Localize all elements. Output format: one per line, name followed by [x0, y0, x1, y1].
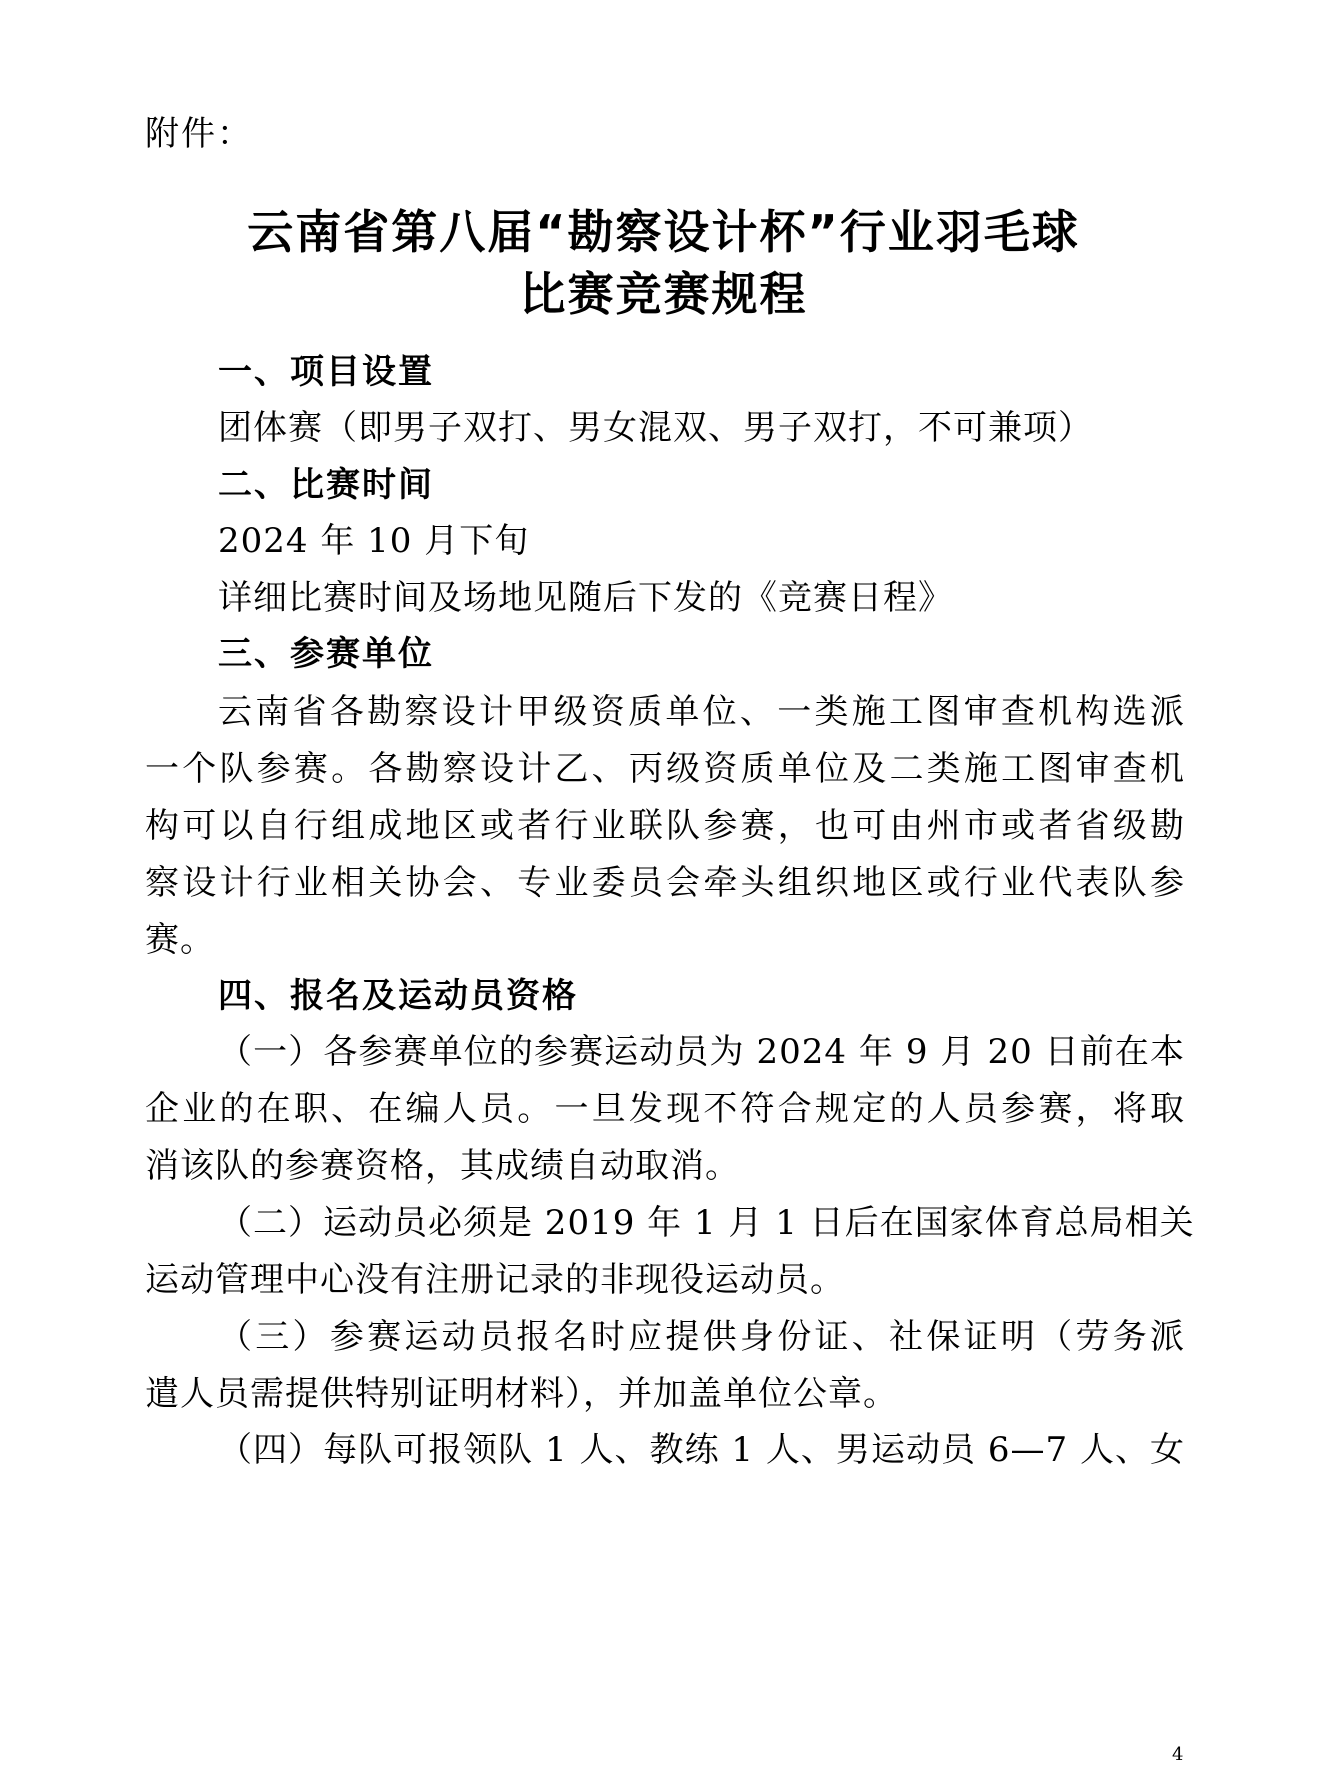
paragraph-line: （二）运动员必须是 2019 年 1 月 1 日后在国家体育总局相关: [218, 1203, 1195, 1243]
section-heading-participants: 三、参赛单位: [218, 634, 434, 674]
paragraph-line: 企业的在职、在编人员。一旦发现不符合规定的人员参赛，将取: [145, 1089, 1185, 1129]
paragraph-line: 详细比赛时间及场地见随后下发的《竞赛日程》: [218, 578, 953, 618]
paragraph-line: 团体赛（即男子双打、男女混双、男子双打，不可兼项）: [218, 408, 1093, 448]
paragraph-line: 赛。: [145, 920, 215, 960]
attachment-label: 附件：: [145, 114, 253, 154]
paragraph-line: 一个队参赛。各勘察设计乙、丙级资质单位及二类施工图审查机: [145, 749, 1185, 789]
paragraph-line: 构可以自行组成地区或者行业联队参赛，也可由州市或者省级勘: [145, 806, 1185, 846]
document-title-line-1: 云南省第八届“勘察设计杯”行业羽毛球: [247, 205, 1080, 259]
page-number: 4: [1172, 1744, 1184, 1765]
section-heading-registration: 四、报名及运动员资格: [218, 976, 578, 1016]
document-title-line-2: 比赛竞赛规程: [519, 267, 808, 321]
paragraph-line: 消该队的参赛资格，其成绩自动取消。: [145, 1146, 740, 1186]
paragraph-line: 遣人员需提供特别证明材料），并加盖单位公章。: [145, 1374, 898, 1414]
section-heading-project-setup: 一、项目设置: [218, 352, 434, 392]
paragraph-line: 运动管理中心没有注册记录的非现役运动员。: [145, 1260, 845, 1300]
paragraph-line: 察设计行业相关协会、专业委员会牵头组织地区或行业代表队参: [145, 863, 1185, 903]
paragraph-line: （三）参赛运动员报名时应提供身份证、社保证明（劳务派: [218, 1317, 1185, 1357]
paragraph-line: （四）每队可报领队 1 人、教练 1 人、男运动员 6—7 人、女: [218, 1430, 1185, 1470]
section-heading-match-time: 二、比赛时间: [218, 465, 434, 505]
paragraph-line: 云南省各勘察设计甲级资质单位、一类施工图审查机构选派: [218, 692, 1185, 732]
paragraph-line: 2024 年 10 月下旬: [218, 521, 530, 561]
paragraph-line: （一）各参赛单位的参赛运动员为 2024 年 9 月 20 日前在本: [218, 1032, 1185, 1072]
